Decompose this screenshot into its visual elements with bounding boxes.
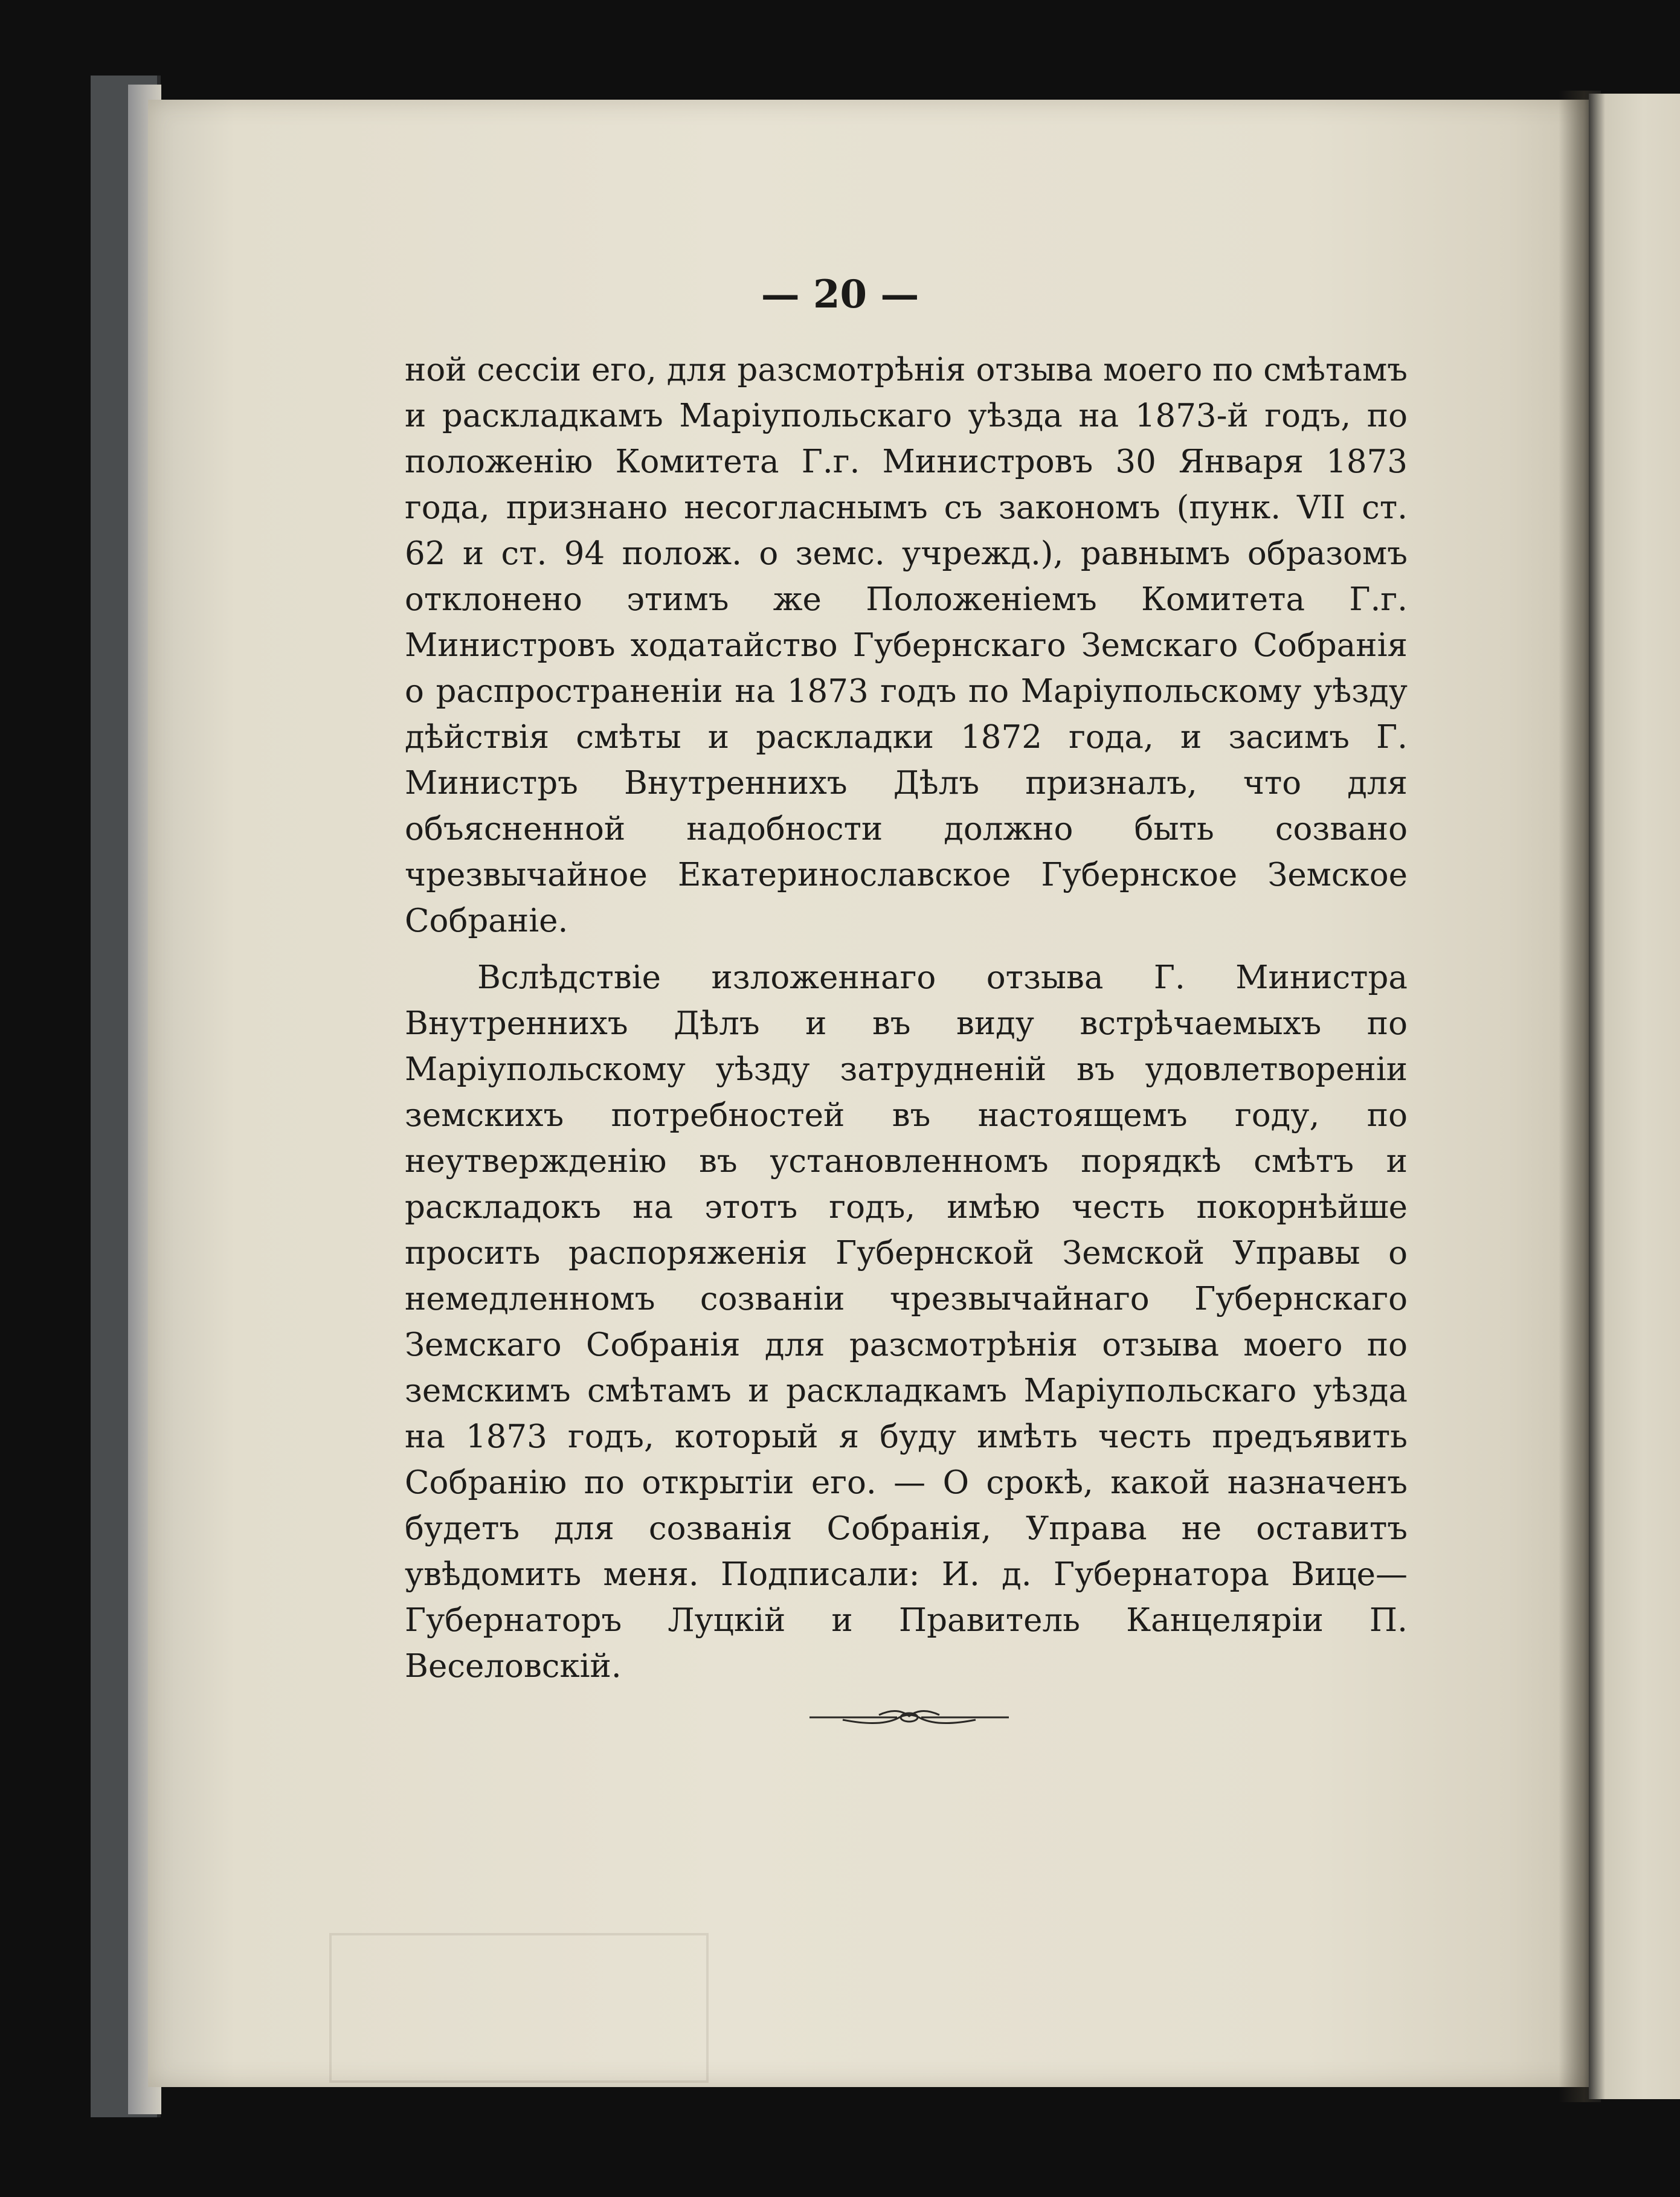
faint-library-stamp — [329, 1933, 709, 2083]
facing-page-edge — [1589, 94, 1680, 2099]
body-text — [405, 347, 1408, 1690]
page-number: — 20 — — [761, 272, 919, 317]
paragraph-1: ной сессіи его, для разсмотрѣнія отзыва моего по смѣтамъ и раскладкамъ Маріупольскаго уѣзда на 1873-й годъ, по положенію Комитета Г.г. Министровъ 30 Января 1873 года, признано несогласнымъ съ закономъ (пунк. VII ст. 62 и ст. 94 полож. о земс. учрежд.), равнымъ образомъ отклонено этимъ же Положеніемъ Комитета Г.г. Министровъ ходатайство Губернскаго Земскаго Собранія о распространеніи на 1873 годъ по Маріупольскому уѣзду дѣйствія смѣты и раскладки 1872 года, и засимъ Г. Министръ Внутреннихъ Дѣлъ призналъ, что для объясненной надобности должно быть созвано чрезвычайное Екатеринославское Губернское Земское Собраніе. — [405, 352, 1408, 939]
paragraph-2: Вслѣдствіе изложеннаго отзыва Г. Министра Внутреннихъ Дѣлъ и въ виду встрѣчаемыхъ по Маріупольскому уѣзду затрудненій въ удовлетвореніи земскихъ потребностей въ настоящемъ году, по неутвержденію въ установленномъ порядкѣ смѣтъ и раскладокъ на этотъ годъ, имѣю честь покорнѣйше просить распоряженія Губернской Земской Управы о немедленномъ созваніи чрезвычайнаго Губернскаго Земскаго Собранія для разсмотрѣнія отзыва моего по земскимъ смѣтамъ и раскладкамъ Маріупольскаго уѣзда на 1873 годъ, который я буду имѣть честь предъявить Собранію по открытіи его. — О срокѣ, какой назначенъ будетъ для созванія Собранія, Управа не оставитъ увѣдомить меня. Подписали: И. д. Губернатора Вице—Губернаторъ Луцкій и Правитель Канцеляріи П. Веселовскій. — [405, 959, 1408, 1685]
ornament-divider-icon — [806, 1700, 1012, 1731]
